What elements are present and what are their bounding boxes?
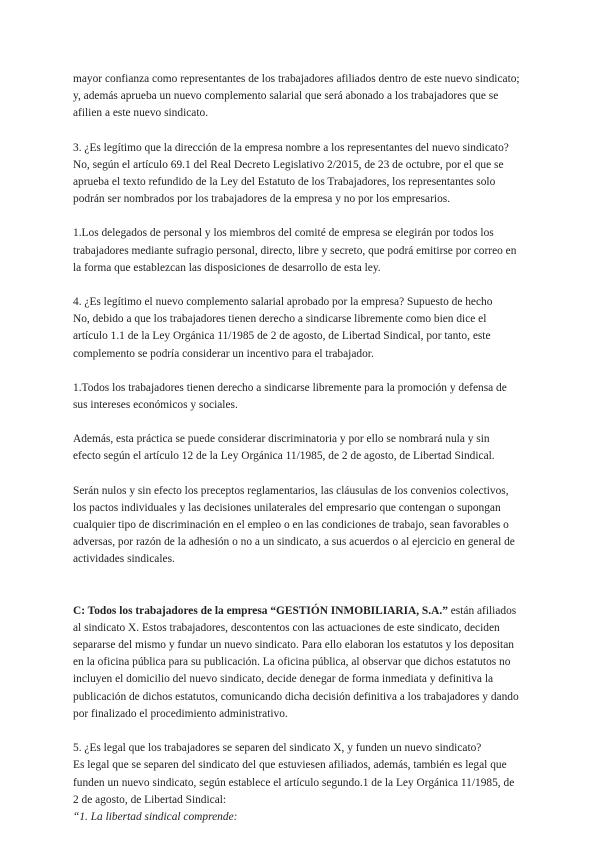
question-5: 5. ¿Es legal que los trabajadores se separen del sindicato X, y funden un nuevo sindicato?: [73, 742, 482, 755]
case-c-text: están afiliados al sindicato X. Estos trabajadores, descontentos con las actuaciones de este sindicato, deciden separarse del mismo y fundar un nuevo sindicato. Para ello elaboran los estatutos y los depositan en la oficina pública para su publicación. La oficina pública, al observar que dichos estatutos no incluyen el domicilio del nuevo sindicato, decide denegar de forma inmediata y definitiva la publicación de dichos estatutos, comunicando dicha decisión definitiva a los trabajadores y dando por finalizado el procedimiento administrativo.: [73, 604, 519, 720]
quote-4-article-12: Serán nulos y sin efecto los preceptos reglamentarios, las cláusulas de los convenios colectivos, los pactos individuales y las decisiones unilaterales del empresario que contengan o supongan cualquier tipo de discriminación en el empleo o en las condiciones de trabajo, sean favorables o adversas, por razón de la adhesión o no a un sindicato, a sus acuerdos o al ejercicio en general de actividades sindicales.: [73, 484, 515, 566]
paragraph-intro: mayor confianza como representantes de los trabajadores afiliados dentro de este nuevo sindicato; y, además aprueba un nuevo complemento salarial que será abonado a los trabajadores que se afilien a este nuevo sindicato.: [73, 73, 520, 120]
quote-3: 1.Los delegados de personal y los miembros del comité de empresa se elegirán por todos los trabajadores mediante sufragio personal, directo, libre y secreto, que podrá emitirse por correo en la forma que establezcan las disposiciones de desarrollo de esta ley.: [73, 227, 517, 274]
question-3: 3. ¿Es legítimo que la dirección de la empresa nombre a los representantes del nuevo sindicato?: [73, 141, 509, 154]
case-c-heading: C: Todos los trabajadores de la empresa “GESTIÓN INMOBILIARIA, S.A.”: [73, 604, 448, 617]
answer-4: No, debido a que los trabajadores tienen derecho a sindicarse libremente como bien dice el artículo 1.1 de la Ley Orgánica 11/1985 de 2 de agosto, de Libertad Sindical, por tanto, este complemento se podría considerar un incentivo para el trabajador.: [73, 313, 491, 360]
question-4: 4. ¿Es legítimo el nuevo complemento salarial aprobado por la empresa? Supuesto de hecho: [73, 296, 493, 309]
paragraph-discrimination: Además, esta práctica se puede considerar discriminatoria y por ello se nombrará nula y sin efecto según el artículo 12 de la Ley Orgánica 11/1985, de 2 de agosto, de Libertad Sindical.: [73, 433, 495, 463]
answer-3: No, según el artículo 69.1 del Real Decreto Legislativo 2/2015, de 23 de octubre, por el que se aprueba el texto refundido de la Ley del Estatuto de los Trabajadores, los representantes solo podrán ser nombrados por los trabajadores de la empresa y no por los empresarios.: [73, 158, 504, 206]
answer-5: Es legal que se separen del sindicato del que estuviesen afiliados, además, también es legal que funden un nuevo sindicato, según establece el artículo segundo.1 de la Ley Orgánica 11/1985, de 2 de agosto, de Libertad Sindical:: [73, 759, 515, 806]
quote-5: “1. La libertad sindical comprende:: [73, 810, 238, 823]
case-c: [73, 603, 520, 723]
quote-4: 1.Todos los trabajadores tienen derecho a sindicarse libremente para la promoción y defensa de sus intereses económicos y sociales.: [73, 381, 507, 412]
